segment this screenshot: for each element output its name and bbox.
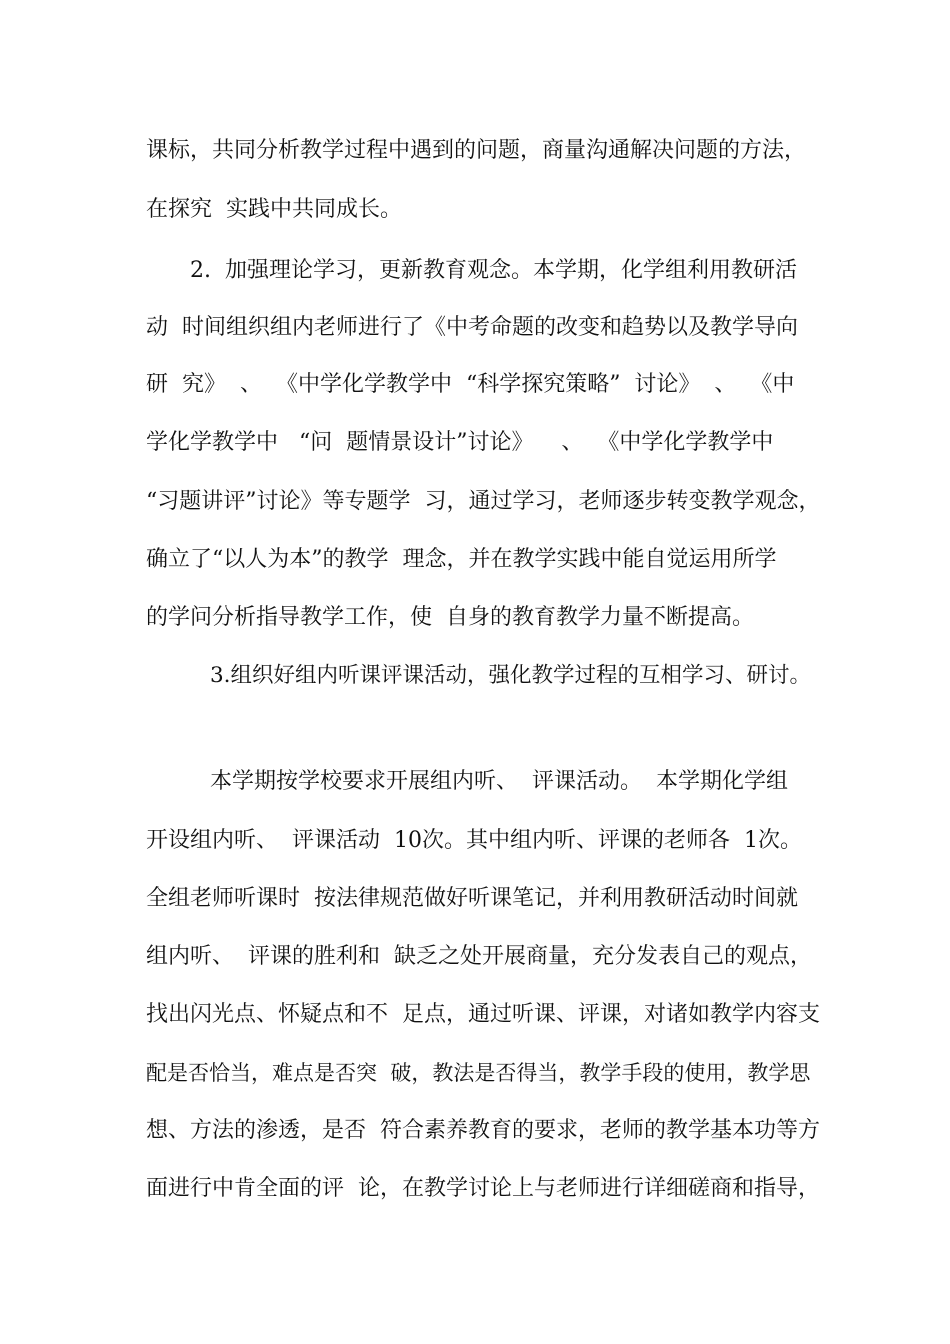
text-line: 想、方法的渗透，是否 符合素养教育的要求，老师的教学基本功等方 <box>146 1118 820 1143</box>
text-line: 本学期按学校要求开展组内听、 评课活动。 本学期化学组 <box>210 769 788 794</box>
text-line: 研 究》 、 《中学化学教学中 “科学探究策略” 讨论》 、 《中 <box>146 372 795 397</box>
text-line: 开设组内听、 评课活动 10次。其中组内听、评课的老师各 1次。 <box>146 828 802 853</box>
text-line: 动 时间组织组内老师进行了《中考命题的改变和趋势以及教学导向 <box>146 315 798 340</box>
text-line: 找出闪光点、怀疑点和不 足点，通过听课、评课，对诸如教学内容支 <box>146 1002 820 1027</box>
text-line: 在探究 实践中共同成长。 <box>146 197 402 222</box>
text-line: 的学问分析指导教学工作，使 自身的教育教学力量不断提高。 <box>146 605 754 630</box>
text-line: 面进行中肯全面的评 论，在教学讨论上与老师进行详细磋商和指导， <box>146 1176 820 1201</box>
text-line: 确立了“以人为本”的教学 理念，并在教学实践中能自觉运用所学 <box>146 547 777 572</box>
text-line: 配是否恰当，难点是否突 破，教法是否得当，教学手段的使用，教学思 <box>146 1061 811 1085</box>
text-line: 3.组织好组内听课评课活动，强化教学过程的互相学习、研讨。 <box>210 663 812 688</box>
text-line: “习题讲评”讨论》等专题学 习，通过学习，老师逐步转变教学观念， <box>146 489 821 514</box>
text-line: 2. 加强理论学习，更新教育观念。本学期，化学组利用教研活 <box>190 258 797 283</box>
text-line: 组内听、 评课的胜利和 缺乏之处开展商量，充分发表自己的观点， <box>146 944 812 969</box>
text-line: 课标，共同分析教学过程中遇到的问题，商量沟通解决问题的方法， <box>146 138 807 163</box>
text-line: 学化学教学中 “问 题情景设计”讨论》 、 《中学化学教学中 <box>146 430 774 455</box>
text-line: 全组老师听课时 按法律规范做好听课笔记，并利用教研活动时间就 <box>146 886 798 911</box>
